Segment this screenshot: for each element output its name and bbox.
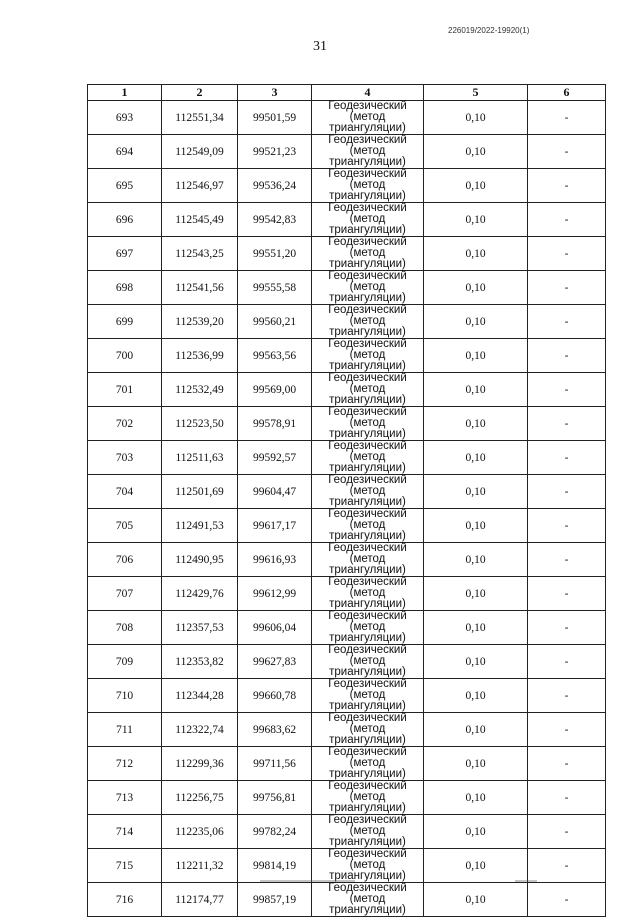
- coordinate-x: 112357,53: [162, 611, 238, 645]
- coordinate-y: 99521,23: [238, 135, 312, 169]
- header-col-5: 5: [424, 85, 528, 101]
- empty-dash: -: [528, 169, 606, 203]
- coordinate-x: 112523,50: [162, 407, 238, 441]
- method-name: Геодезический: [328, 134, 407, 146]
- empty-dash: -: [528, 781, 606, 815]
- table-row: [88, 679, 606, 713]
- accuracy-value: 0,10: [424, 713, 528, 747]
- table-row: [88, 849, 606, 883]
- header-col-4: 4: [312, 85, 424, 101]
- coordinate-x: 112543,25: [162, 237, 238, 271]
- method-name: Геодезический: [328, 814, 407, 826]
- empty-dash: -: [528, 271, 606, 305]
- empty-dash: -: [528, 543, 606, 577]
- method-name: Геодезический: [328, 882, 407, 894]
- method-detail: (метод триангуляции): [329, 383, 406, 406]
- method-detail: (метод триангуляции): [329, 281, 406, 304]
- coordinate-y: 99592,57: [238, 441, 312, 475]
- method-detail: (метод триангуляции): [329, 893, 406, 916]
- coordinate-x: 112546,97: [162, 169, 238, 203]
- coordinate-x: 112353,82: [162, 645, 238, 679]
- method-detail: (метод триангуляции): [329, 315, 406, 338]
- empty-dash: -: [528, 679, 606, 713]
- coordinate-x: 112541,56: [162, 271, 238, 305]
- coordinate-x: 112256,75: [162, 781, 238, 815]
- accuracy-value: 0,10: [424, 441, 528, 475]
- table-row: [88, 339, 606, 373]
- method-cell: [312, 543, 424, 577]
- scan-artifact: [260, 880, 355, 882]
- coordinate-x: 112174,77: [162, 883, 238, 917]
- coordinate-x: 112536,99: [162, 339, 238, 373]
- point-number: 716: [88, 883, 162, 917]
- coordinate-y: 99578,91: [238, 407, 312, 441]
- method-cell: [312, 305, 424, 339]
- coordinate-y: 99683,62: [238, 713, 312, 747]
- empty-dash: -: [528, 339, 606, 373]
- point-number: 710: [88, 679, 162, 713]
- point-number: 714: [88, 815, 162, 849]
- table-row: [88, 407, 606, 441]
- coordinate-y: 99627,83: [238, 645, 312, 679]
- method-detail: (метод триангуляции): [329, 349, 406, 372]
- empty-dash: -: [528, 611, 606, 645]
- coordinate-y: 99612,99: [238, 577, 312, 611]
- table-row: [88, 577, 606, 611]
- method-detail: (метод триангуляции): [329, 247, 406, 270]
- coordinate-y: 99617,17: [238, 509, 312, 543]
- accuracy-value: 0,10: [424, 679, 528, 713]
- method-name: Геодезический: [328, 406, 407, 418]
- method-name: Геодезический: [328, 168, 407, 180]
- method-name: Геодезический: [328, 780, 407, 792]
- accuracy-value: 0,10: [424, 849, 528, 883]
- method-cell: [312, 849, 424, 883]
- accuracy-value: 0,10: [424, 407, 528, 441]
- coordinate-x: 112299,36: [162, 747, 238, 781]
- empty-dash: -: [528, 713, 606, 747]
- method-name: Геодезический: [328, 542, 407, 554]
- method-cell: [312, 577, 424, 611]
- coordinate-y: 99711,56: [238, 747, 312, 781]
- table-row: [88, 815, 606, 849]
- method-cell: [312, 237, 424, 271]
- table-row: [88, 781, 606, 815]
- method-detail: (метод триангуляции): [329, 655, 406, 678]
- header-col-6: 6: [528, 85, 606, 101]
- table-row: [88, 747, 606, 781]
- point-number: 711: [88, 713, 162, 747]
- method-cell: [312, 747, 424, 781]
- method-detail: (метод триангуляции): [329, 621, 406, 644]
- empty-dash: -: [528, 475, 606, 509]
- table-row: [88, 611, 606, 645]
- accuracy-value: 0,10: [424, 577, 528, 611]
- point-number: 708: [88, 611, 162, 645]
- method-name: Геодезический: [328, 576, 407, 588]
- point-number: 700: [88, 339, 162, 373]
- point-number: 713: [88, 781, 162, 815]
- point-number: 699: [88, 305, 162, 339]
- accuracy-value: 0,10: [424, 543, 528, 577]
- coordinate-y: 99501,59: [238, 101, 312, 135]
- accuracy-value: 0,10: [424, 475, 528, 509]
- method-name: Геодезический: [328, 610, 407, 622]
- table-row: [88, 373, 606, 407]
- point-number: 706: [88, 543, 162, 577]
- header-row: [88, 85, 606, 101]
- point-number: 709: [88, 645, 162, 679]
- method-cell: [312, 713, 424, 747]
- coordinate-y: 99756,81: [238, 781, 312, 815]
- point-number: 701: [88, 373, 162, 407]
- empty-dash: -: [528, 305, 606, 339]
- table-row: [88, 135, 606, 169]
- method-cell: [312, 407, 424, 441]
- coordinate-y: 99563,56: [238, 339, 312, 373]
- method-name: Геодезический: [328, 338, 407, 350]
- point-number: 707: [88, 577, 162, 611]
- table-row: [88, 237, 606, 271]
- method-detail: (метод триангуляции): [329, 587, 406, 610]
- method-cell: [312, 441, 424, 475]
- method-name: Геодезический: [328, 644, 407, 656]
- accuracy-value: 0,10: [424, 169, 528, 203]
- method-name: Геодезический: [328, 100, 407, 112]
- accuracy-value: 0,10: [424, 747, 528, 781]
- method-name: Геодезический: [328, 236, 407, 248]
- method-detail: (метод триангуляции): [329, 791, 406, 814]
- table-row: [88, 169, 606, 203]
- coordinate-y: 99616,93: [238, 543, 312, 577]
- coordinates-table: [87, 84, 606, 917]
- table-row: [88, 543, 606, 577]
- coordinate-y: 99542,83: [238, 203, 312, 237]
- point-number: 715: [88, 849, 162, 883]
- method-name: Геодезический: [328, 372, 407, 384]
- table-body: [88, 101, 606, 917]
- empty-dash: -: [528, 373, 606, 407]
- document-id: 226019/2022-19920(1): [448, 26, 530, 35]
- coordinate-x: 112549,09: [162, 135, 238, 169]
- method-name: Геодезический: [328, 746, 407, 758]
- method-detail: (метод триангуляции): [329, 519, 406, 542]
- accuracy-value: 0,10: [424, 135, 528, 169]
- accuracy-value: 0,10: [424, 509, 528, 543]
- coordinate-x: 112344,28: [162, 679, 238, 713]
- point-number: 704: [88, 475, 162, 509]
- empty-dash: -: [528, 849, 606, 883]
- table-row: [88, 203, 606, 237]
- method-cell: [312, 169, 424, 203]
- accuracy-value: 0,10: [424, 815, 528, 849]
- method-cell: [312, 645, 424, 679]
- method-detail: (метод триангуляции): [329, 859, 406, 882]
- method-detail: (метод триангуляции): [329, 757, 406, 780]
- coordinate-y: 99606,04: [238, 611, 312, 645]
- coordinate-x: 112545,49: [162, 203, 238, 237]
- coordinate-y: 99782,24: [238, 815, 312, 849]
- table-row: [88, 883, 606, 917]
- method-detail: (метод триангуляции): [329, 485, 406, 508]
- method-cell: [312, 203, 424, 237]
- method-cell: [312, 509, 424, 543]
- empty-dash: -: [528, 407, 606, 441]
- method-cell: [312, 679, 424, 713]
- method-name: Геодезический: [328, 440, 407, 452]
- method-cell: [312, 101, 424, 135]
- point-number: 695: [88, 169, 162, 203]
- method-cell: [312, 815, 424, 849]
- accuracy-value: 0,10: [424, 645, 528, 679]
- method-detail: (метод триангуляции): [329, 553, 406, 576]
- method-name: Геодезический: [328, 848, 407, 860]
- accuracy-value: 0,10: [424, 203, 528, 237]
- method-detail: (метод триангуляции): [329, 723, 406, 746]
- empty-dash: -: [528, 747, 606, 781]
- point-number: 705: [88, 509, 162, 543]
- coordinate-x: 112491,53: [162, 509, 238, 543]
- method-cell: [312, 373, 424, 407]
- coordinate-x: 112429,76: [162, 577, 238, 611]
- header-col-2: 2: [162, 85, 238, 101]
- coordinate-y: 99551,20: [238, 237, 312, 271]
- table-row: [88, 645, 606, 679]
- coordinate-x: 112211,32: [162, 849, 238, 883]
- method-cell: [312, 781, 424, 815]
- coordinate-y: 99569,00: [238, 373, 312, 407]
- accuracy-value: 0,10: [424, 305, 528, 339]
- method-detail: (метод триангуляции): [329, 111, 406, 134]
- table-row: [88, 509, 606, 543]
- coordinate-x: 112511,63: [162, 441, 238, 475]
- coordinate-y: 99660,78: [238, 679, 312, 713]
- coordinate-x: 112322,74: [162, 713, 238, 747]
- empty-dash: -: [528, 509, 606, 543]
- table-row: [88, 713, 606, 747]
- table-row: [88, 305, 606, 339]
- empty-dash: -: [528, 577, 606, 611]
- coordinate-x: 112490,95: [162, 543, 238, 577]
- method-detail: (метод триангуляции): [329, 451, 406, 474]
- point-number: 694: [88, 135, 162, 169]
- point-number: 698: [88, 271, 162, 305]
- empty-dash: -: [528, 815, 606, 849]
- empty-dash: -: [528, 101, 606, 135]
- method-name: Геодезический: [328, 508, 407, 520]
- coordinate-x: 112235,06: [162, 815, 238, 849]
- method-name: Геодезический: [328, 678, 407, 690]
- coordinate-y: 99604,47: [238, 475, 312, 509]
- empty-dash: -: [528, 645, 606, 679]
- point-number: 697: [88, 237, 162, 271]
- empty-dash: -: [528, 441, 606, 475]
- table-row: [88, 441, 606, 475]
- method-cell: [312, 475, 424, 509]
- method-detail: (метод триангуляции): [329, 417, 406, 440]
- table-row: [88, 475, 606, 509]
- coordinate-y: 99560,21: [238, 305, 312, 339]
- method-name: Геодезический: [328, 474, 407, 486]
- coordinate-y: 99536,24: [238, 169, 312, 203]
- point-number: 696: [88, 203, 162, 237]
- coordinate-y: 99555,58: [238, 271, 312, 305]
- accuracy-value: 0,10: [424, 237, 528, 271]
- method-name: Геодезический: [328, 202, 407, 214]
- coordinate-x: 112532,49: [162, 373, 238, 407]
- empty-dash: -: [528, 237, 606, 271]
- point-number: 703: [88, 441, 162, 475]
- coordinate-x: 112501,69: [162, 475, 238, 509]
- coordinate-x: 112551,34: [162, 101, 238, 135]
- page-number: 31: [313, 39, 327, 54]
- table-row: [88, 101, 606, 135]
- accuracy-value: 0,10: [424, 781, 528, 815]
- method-cell: [312, 339, 424, 373]
- method-detail: (метод триангуляции): [329, 213, 406, 236]
- method-name: Геодезический: [328, 270, 407, 282]
- coordinate-x: 112539,20: [162, 305, 238, 339]
- coordinate-y: 99857,19: [238, 883, 312, 917]
- empty-dash: -: [528, 203, 606, 237]
- coordinate-y: 99814,19: [238, 849, 312, 883]
- accuracy-value: 0,10: [424, 101, 528, 135]
- method-detail: (метод триангуляции): [329, 179, 406, 202]
- method-cell: [312, 883, 424, 917]
- method-detail: (метод триангуляции): [329, 145, 406, 168]
- method-detail: (метод триангуляции): [329, 689, 406, 712]
- empty-dash: -: [528, 135, 606, 169]
- header-col-1: 1: [88, 85, 162, 101]
- method-cell: [312, 135, 424, 169]
- method-name: Геодезический: [328, 712, 407, 724]
- accuracy-value: 0,10: [424, 883, 528, 917]
- method-cell: [312, 271, 424, 305]
- accuracy-value: 0,10: [424, 611, 528, 645]
- accuracy-value: 0,10: [424, 373, 528, 407]
- accuracy-value: 0,10: [424, 271, 528, 305]
- header-col-3: 3: [238, 85, 312, 101]
- accuracy-value: 0,10: [424, 339, 528, 373]
- point-number: 712: [88, 747, 162, 781]
- empty-dash: -: [528, 883, 606, 917]
- method-detail: (метод триангуляции): [329, 825, 406, 848]
- table-row: [88, 271, 606, 305]
- method-cell: [312, 611, 424, 645]
- scan-artifact: [515, 880, 537, 882]
- point-number: 702: [88, 407, 162, 441]
- point-number: 693: [88, 101, 162, 135]
- method-name: Геодезический: [328, 304, 407, 316]
